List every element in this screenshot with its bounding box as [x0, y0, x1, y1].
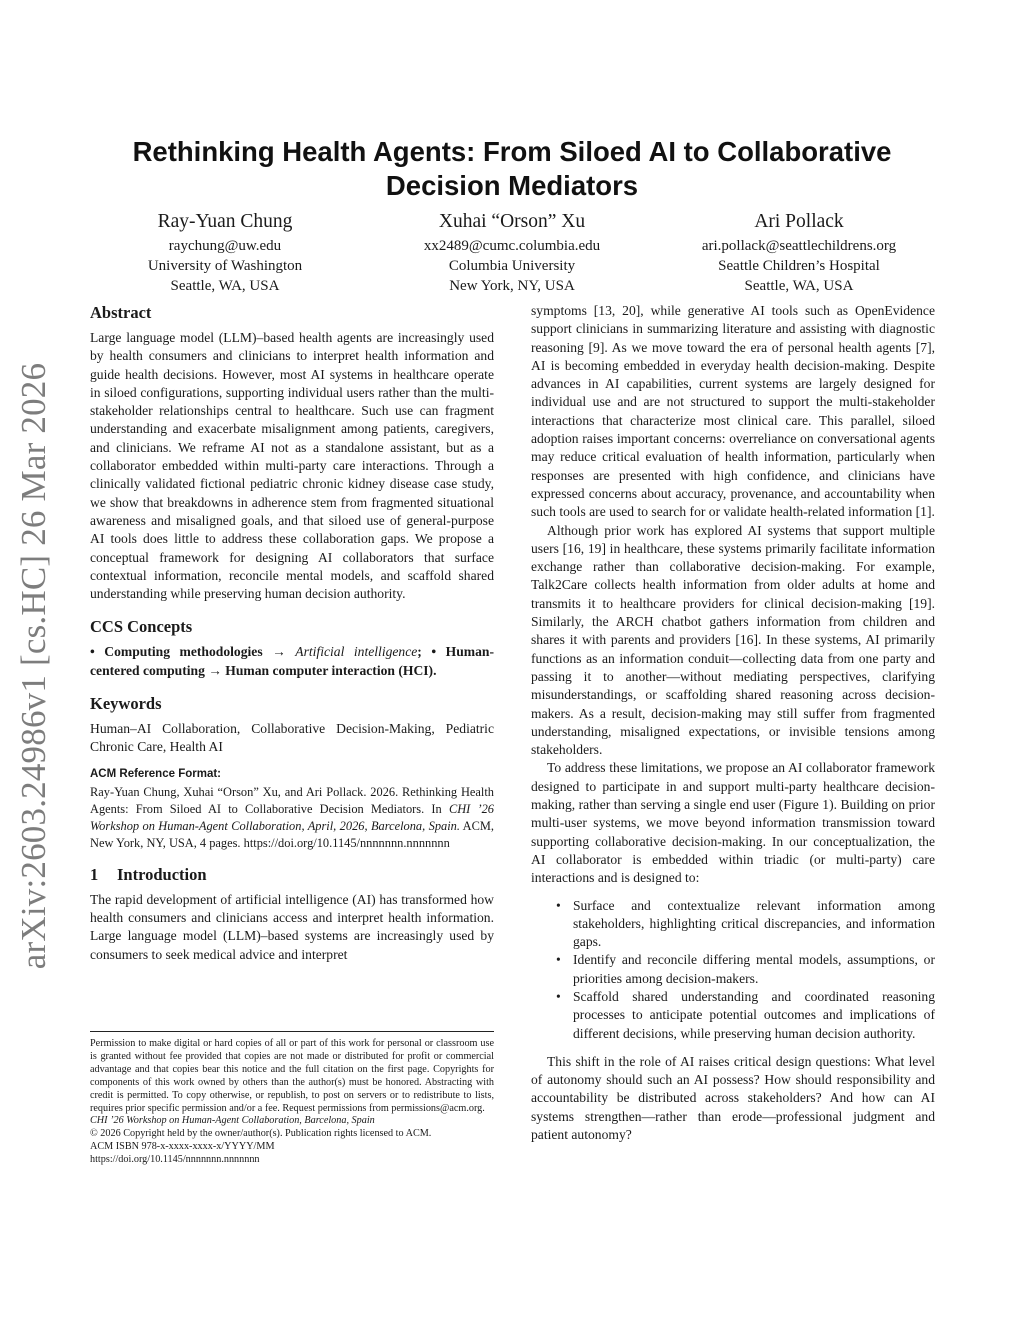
footnote-venue: CHI ’26 Workshop on Human-Agent Collaboration, Barcelona, Spain [90, 1115, 375, 1127]
introduction-section [90, 864, 494, 964]
arxiv-identifier-stamp [5, 362, 63, 970]
abstract-section [90, 302, 494, 603]
introduction-heading [90, 864, 494, 886]
ccs-italic-term: Artificial intelligence [295, 644, 418, 660]
design-goals-list [531, 897, 935, 1043]
intro-paragraph-3: To address these limitations, we propose an AI collaborator framework designed to participate in and support multi-party healthcare decision-making, rather than serving a single end user (Figure 1). Building on prior multi-user systems, we move beyond information transmission toward supporting collaborative decision-making. In our conceptualization, the AI collaborator is embedded within triadic (or multi-party) care interactions and is designed to: [531, 760, 935, 886]
paper-title [90, 135, 934, 203]
author-email: ari.pollack@seattlechildrens.org [701, 238, 897, 254]
author-email: xx2489@cumc.columbia.edu [423, 238, 601, 254]
isbn-line: ACM ISBN 978-x-xxxx-xxxx-x/YYYY/MM [90, 1141, 275, 1153]
copyright-line: © 2026 Copyright held by the owner/author(s). Publication rights licensed to ACM. [90, 1128, 432, 1140]
left-column [90, 302, 494, 964]
intro-paragraph-1: The rapid development of artificial intelligence (AI) has transformed how health consumers and clinicians access and interpret health information. Large language model (LLM)–based systems are increasingly used by consumers to seek medical advice and interpret [90, 891, 494, 962]
bullet-icon: • [556, 897, 561, 913]
list-item [531, 897, 935, 952]
permission-notice: Permission to make digital or hard copies of all or part of this work for personal or classroom use is granted without fee provided that copies are not made or distributed for profit or commercial advantage and that copies bear this notice and the full citation on the first page. Copyrights for components of this work owned by others than the author(s) must be honored. Abstracting with credit is permitted. To copy otherwise, or republish, to post on servers or to redistribute to lists, requires prior specific permission and/or a fee. Request permissions from permissions@acm.org. [90, 1038, 494, 1114]
ccs-part-1: • Computing methodologies → [90, 644, 296, 660]
arxiv-identifier-text: arXiv:2603.24986v1 [cs.HC] 26 Mar 2026 [14, 362, 54, 970]
title-line-1: Rethinking Health Agents: From Siloed AI to Collaborative [132, 136, 892, 167]
section-title: Introduction [117, 864, 207, 884]
author-affiliation: Seattle Children’s Hospital [718, 258, 880, 274]
intro-paragraph-2: Although prior work has explored AI systems that support multiple users [16, 19] in healthcare, these systems primarily facilitate information exchange rather than collaborative decision-making. For example, Talk2Care collects health information from older adults at home and transmits it to healthcare providers for clinical decision-making [19]. Similarly, the ARCH chatbot gathers information from children and shares it with parents and providers [16]. In these systems, AI primarily functions as an information conduit—collecting data from one party and passing it to another—without mediating perspectives, clarifying misunderstandings, or scaffolding shared reasoning across decision-makers. As a result, decision-making may still suffer from fragmented understanding, misaligned expectations, or invisible tensions among stakeholders. [531, 522, 935, 758]
abstract-text: Large language model (LLM)–based health agents are increasingly used by health consumers and clinicians to interpret health information and guide health decisions. However, most AI systems in healthcare operate in siloed configurations, supporting individual users rather than the multi-stakeholder relationships central to healthcare. Such use can fragment understanding and exacerbate misalignment among patients, caregivers, and clinicians. We reframe AI not as a standalone assistant, but as a collaborator embedded within multi-party care interactions. Through a clinically validated fictional pediatric chronic kidney disease case study, we show that breakdowns in adherence stem from fragmented situational awareness and misaligned goals, and that siloed use of general-purpose AI tools does little to address these collaboration gaps. We propose a conceptual framework for designing AI collaborators that surface contextual information, reconcile mental models, and scaffold shared understanding while preserving human decision authority. [90, 330, 494, 602]
list-item-text: Identify and reconcile differing mental models, assumptions, or priorities among decision-makers. [573, 952, 935, 986]
acm-reference-venue: CHI ’26 Workshop on Human-Agent Collaboration, April, 2026, Barcelona, Spain. [90, 801, 494, 833]
ccs-part-2: ; • Human-centered computing → Human computer interaction (HCI). [90, 644, 494, 678]
intro-paragraph-1-continued: symptoms [13, 20], while generative AI tools such as OpenEvidence support clinicians in summarizing literature and assisting with diagnostic reasoning [9]. As we move toward the era of personal health agents [7], AI is becoming embedded in everyday health decision-making. Despite advances in AI capabilities, current systems are largely designed for individual use and are not structured to support the multi-stakeholder interactions that characterize most clinical care. This parallel, siloed adoption raises important concerns: overreliance on conversational agents may reduce critical evaluation of health information, particularly when responses are presented with high confidence, and clinicians have expressed concerns about accuracy, provenance, and accountability when such tools are used to search for or validate health-related information [1]. [531, 303, 935, 520]
bullet-icon: • [556, 988, 561, 1004]
section-number: 1 [90, 864, 99, 884]
bullet-icon: • [556, 952, 561, 968]
author-name: Ray-Yuan Chung [157, 211, 293, 232]
ccs-concepts-section [90, 616, 494, 680]
list-item [531, 951, 935, 988]
author-block [377, 210, 647, 296]
keywords-heading: Keywords [90, 694, 162, 714]
ccs-text [90, 643, 494, 680]
abstract-heading: Abstract [90, 303, 152, 322]
keywords-section [90, 693, 494, 757]
right-column [531, 302, 935, 1144]
doi-line: https://doi.org/10.1145/nnnnnnn.nnnnnnn [90, 1154, 260, 1166]
author-location: Seattle, WA, USA [744, 278, 854, 294]
title-line-2: Decision Mediators [385, 170, 639, 201]
acm-reference-heading: ACM Reference Format: [90, 767, 221, 780]
acm-reference-part-1: Ray-Yuan Chung, Xuhai “Orson” Xu, and Ari Pollack. 2026. Rethinking Health Agents: From Siloed AI to Collaborative Decision Mediators. In [90, 784, 494, 816]
acm-reference-text [90, 784, 494, 852]
list-item-text: Scaffold shared understanding and coordinated reasoning processes to anticipate potential outcomes and implications of different decisions, while preserving human decision authority. [573, 988, 935, 1041]
author-location: Seattle, WA, USA [170, 278, 280, 294]
author-block [664, 210, 934, 296]
author-affiliation: University of Washington [147, 258, 303, 274]
ccs-heading: CCS Concepts [90, 617, 193, 637]
copyright-footnote [90, 1031, 494, 1167]
author-email: raychung@uw.edu [168, 238, 282, 254]
list-item-text: Surface and contextualize relevant information among stakeholders, highlighting critical discrepancies, and information gaps. [573, 897, 935, 950]
list-item [531, 988, 935, 1043]
keywords-text: Human–AI Collaboration, Collaborative Decision-Making, Pediatric Chronic Care, Health AI [90, 721, 494, 755]
acm-reference-section [90, 766, 494, 852]
author-name: Ari Pollack [754, 211, 844, 232]
author-name: Xuhai “Orson” Xu [438, 211, 586, 232]
acm-reference-part-2: ACM, New York, NY, USA, 4 pages. https://doi.org/10.1145/nnnnnnn.nnnnnnn [90, 818, 494, 850]
author-block [90, 210, 360, 296]
author-affiliation: Columbia University [448, 258, 576, 274]
intro-paragraph-4: This shift in the role of AI raises critical design questions: What level of autonomy should such an AI possess? How should responsibility and accountability be distributed across stakeholders? And how can AI systems strengthen—rather than erode—professional judgment and patient autonomy? [531, 1053, 935, 1143]
author-location: New York, NY, USA [449, 278, 575, 294]
author-list [90, 210, 934, 296]
